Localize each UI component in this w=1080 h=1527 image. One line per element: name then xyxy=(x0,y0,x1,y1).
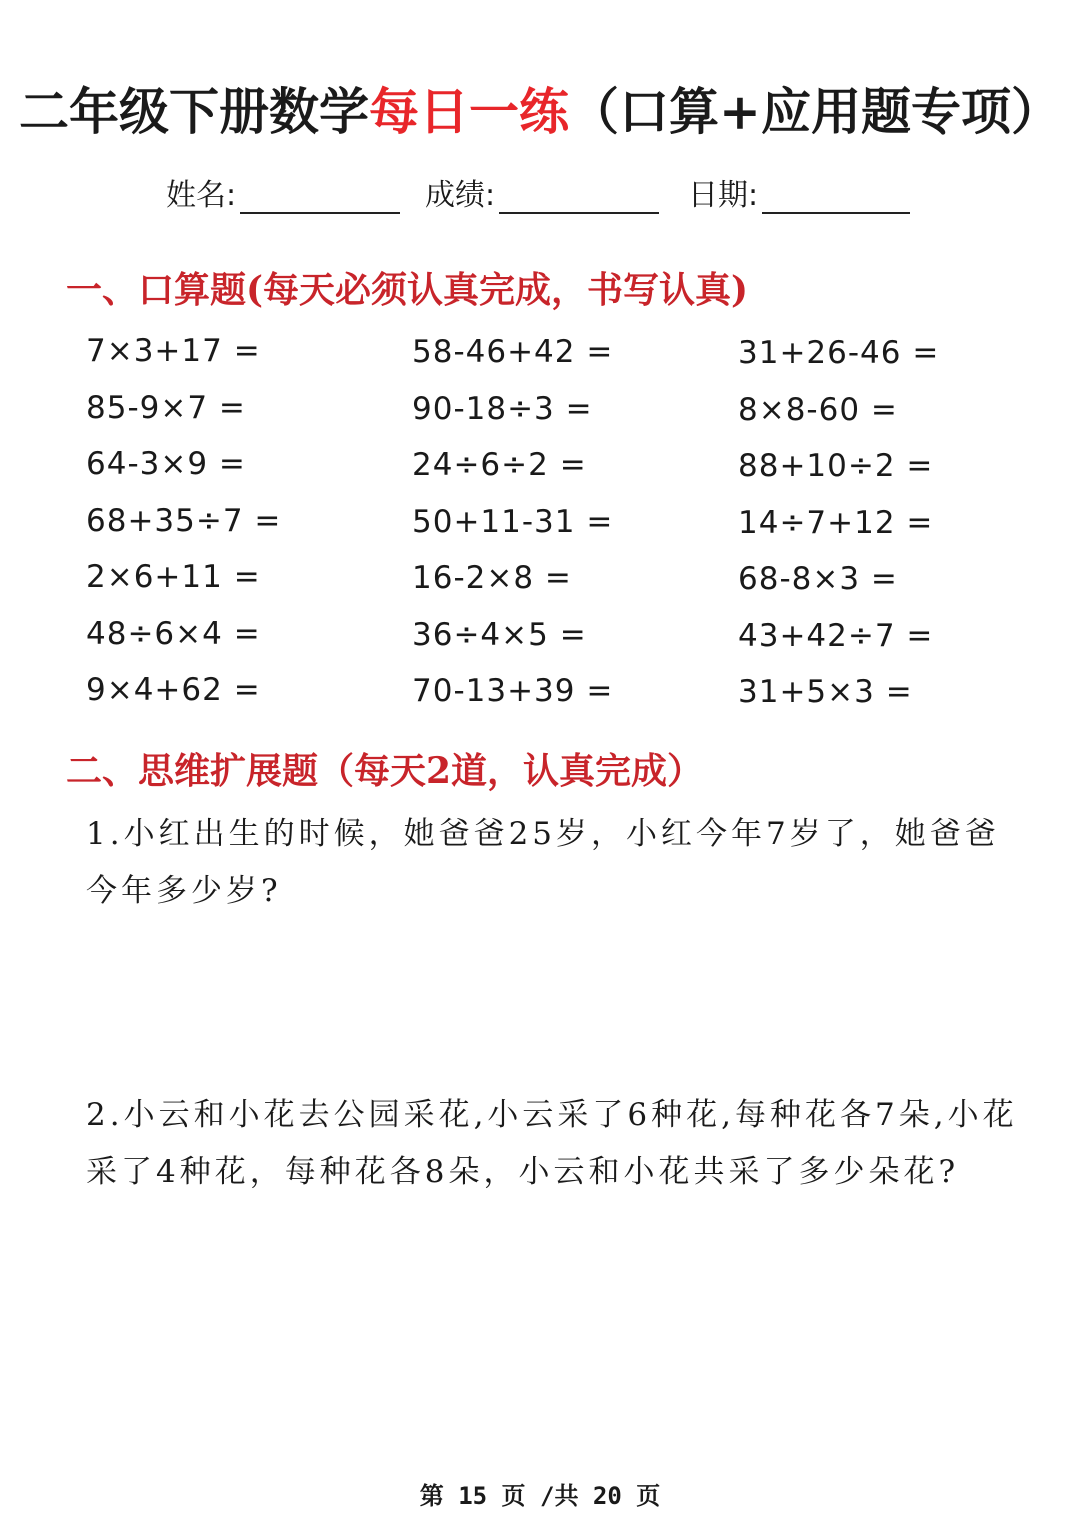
date-blank[interactable] xyxy=(762,178,910,214)
title-part-1: 二年级下册数学 xyxy=(19,82,370,141)
problem-item: 24÷6÷2 = xyxy=(412,447,587,483)
problem-item: 88+10÷2 = xyxy=(738,448,934,484)
section-1-title: 一、口算题(每天必须认真完成，书写认真) xyxy=(66,269,749,311)
word-problem-2: 2.小云和小花去公园采花,小云采了6种花,每种花各7朵,小花采了4种花，每种花各8朵，小云和小花共采了多少朵花? xyxy=(86,1097,1018,1190)
problem-item: 50+11-31 = xyxy=(412,504,614,540)
problem-item: 58-46+42 = xyxy=(412,334,614,370)
problem-item: 64-3×9 = xyxy=(86,446,246,482)
score-label: 成绩: xyxy=(425,178,496,213)
date-label: 日期: xyxy=(688,178,759,213)
score-field[interactable] xyxy=(425,170,659,214)
problem-item: 16-2×8 = xyxy=(412,560,572,596)
problem-item: 68-8×3 = xyxy=(738,561,898,597)
name-label: 姓名: xyxy=(166,178,237,213)
problem-item: 14÷7+12 = xyxy=(738,505,934,541)
problem-item: 85-9×7 = xyxy=(86,390,246,426)
problem-item: 90-18÷3 = xyxy=(412,391,593,427)
problem-item: 7×3+17 = xyxy=(86,333,261,369)
problem-item: 8×8-60 = xyxy=(738,392,898,428)
section-2-title: 二、思维扩展题（每天2道，认真完成） xyxy=(66,750,704,792)
word-problem-1: 1.小红出生的时候，她爸爸25岁，小红今年7岁了，她爸爸今年多少岁? xyxy=(86,816,1000,909)
problem-item: 36÷4×5 = xyxy=(412,617,587,653)
score-blank[interactable] xyxy=(499,178,659,214)
name-field[interactable] xyxy=(166,170,400,214)
problem-item: 48÷6×4 = xyxy=(86,616,261,652)
problem-item: 70-13+39 = xyxy=(412,673,614,709)
problem-item: 9×4+62 = xyxy=(86,672,261,708)
date-field[interactable] xyxy=(688,170,910,214)
title-highlight: 每日一练 xyxy=(369,82,570,141)
problem-item: 31+5×3 = xyxy=(738,674,913,710)
page-number: 第 15 页 /共 20 页 xyxy=(419,1482,661,1510)
page-title xyxy=(0,72,1080,144)
title-part-2: （口算+应用题专项） xyxy=(569,82,1061,141)
problem-item: 68+35÷7 = xyxy=(86,503,282,539)
problem-item: 2×6+11 = xyxy=(86,559,261,595)
name-blank[interactable] xyxy=(240,178,400,214)
problem-item: 43+42÷7 = xyxy=(738,618,934,654)
problem-item: 31+26-46 = xyxy=(738,335,940,371)
